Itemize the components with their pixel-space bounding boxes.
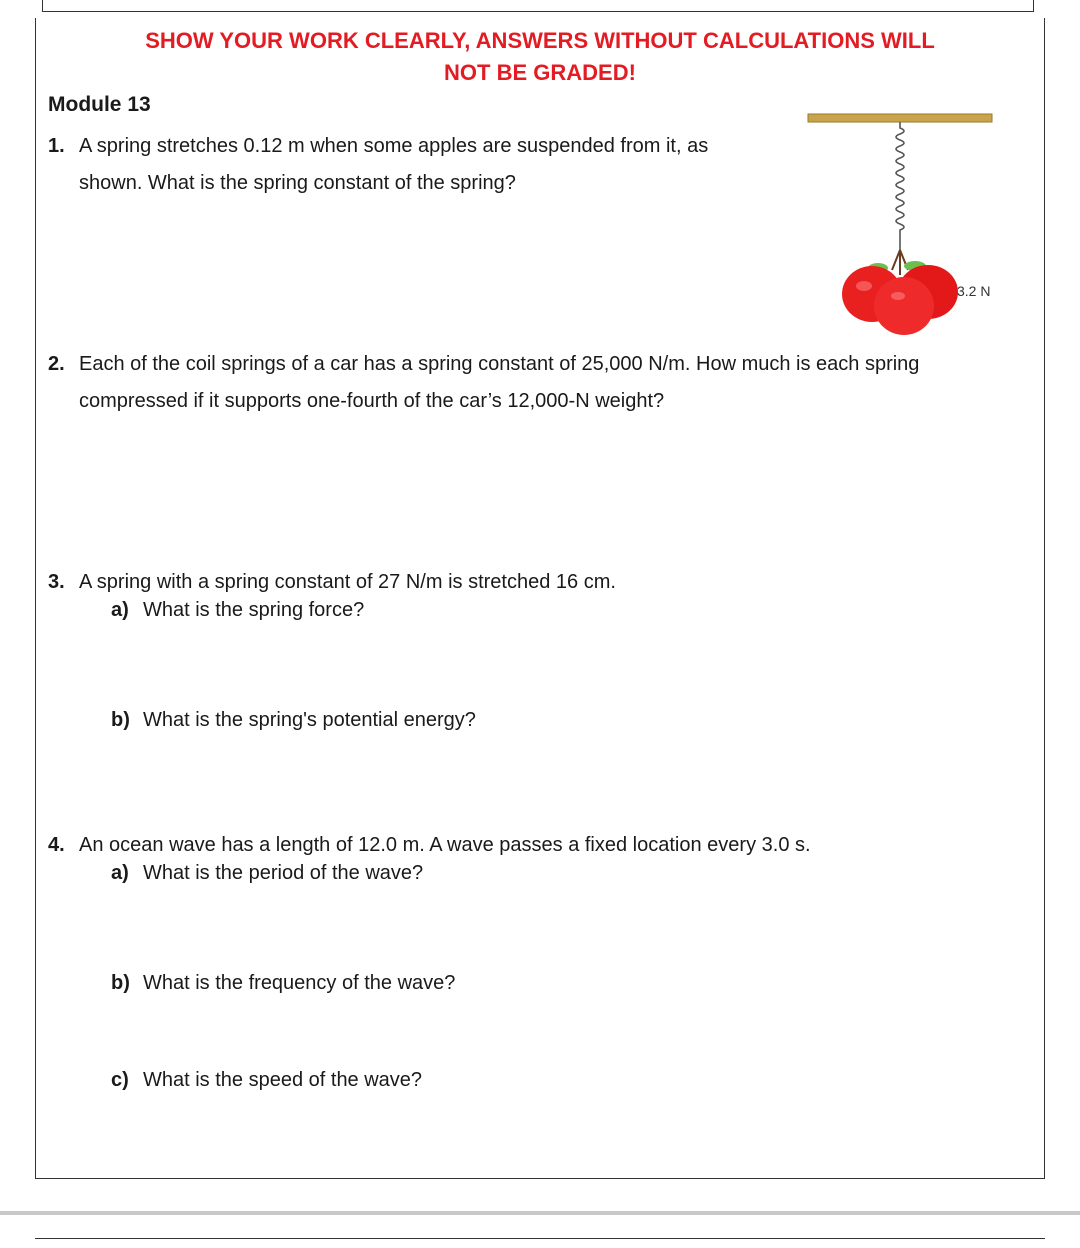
question-3b-text: What is the spring's potential energy? [143, 709, 476, 731]
page-divider [0, 1211, 1080, 1215]
question-3-number: 3. [48, 571, 65, 593]
warning-line-1: SHOW YOUR WORK CLEARLY, ANSWERS WITHOUT CALCULATIONS WILL [145, 28, 935, 53]
question-2-line-1: Each of the coil springs of a car has a spring constant of 25,000 N/m. How much is each spring [79, 353, 920, 375]
question-3a-letter: a) [111, 599, 129, 621]
question-4a-letter: a) [111, 862, 129, 884]
spring-apples-illustration [800, 100, 1000, 340]
question-2-line-2: compressed if it supports one-fourth of the car’s 12,000-N weight? [79, 390, 665, 412]
question-4a-text: What is the period of the wave? [143, 862, 424, 884]
module-title: Module 13 [48, 93, 151, 116]
force-label: 3.2 N [957, 283, 991, 299]
warning-line-2: NOT BE GRADED! [444, 60, 636, 85]
question-4c-letter: c) [111, 1069, 129, 1091]
question-3a-text: What is the spring force? [143, 599, 365, 621]
question-4-number: 4. [48, 834, 65, 856]
apples-icon [842, 250, 958, 335]
support-beam [808, 114, 992, 122]
question-2-number: 2. [48, 353, 65, 375]
question-1-line-2: shown. What is the spring constant of the spring? [79, 172, 516, 194]
question-4c-text: What is the speed of the wave? [143, 1069, 423, 1091]
spring-apples-figure [800, 100, 1000, 340]
previous-page-box [42, 0, 1034, 12]
question-4b-text: What is the frequency of the wave? [143, 972, 456, 994]
question-1-line-1: A spring stretches 0.12 m when some apples are suspended from it, as [79, 135, 709, 157]
question-3b-letter: b) [111, 709, 130, 731]
question-4b-letter: b) [111, 972, 130, 994]
question-3-line-1: A spring with a spring constant of 27 N/m is stretched 16 cm. [79, 571, 616, 593]
question-4-line-1: An ocean wave has a length of 12.0 m. A wave passes a fixed location every 3.0 s. [79, 834, 811, 856]
question-1-number: 1. [48, 135, 65, 157]
coil-spring [896, 122, 904, 250]
